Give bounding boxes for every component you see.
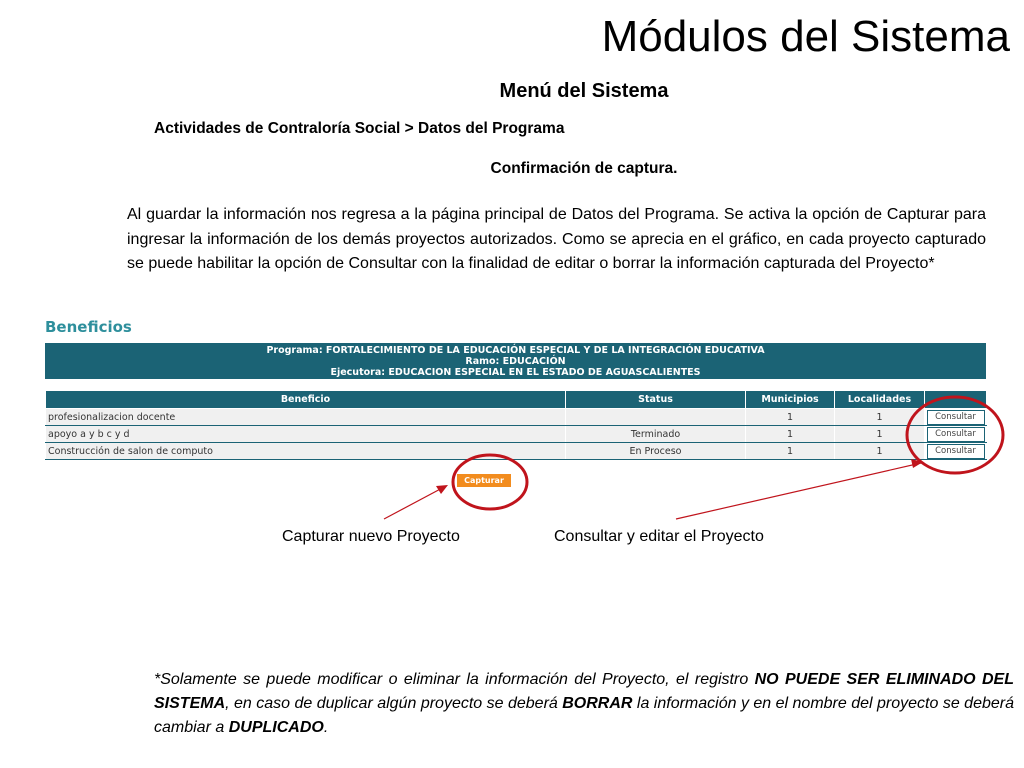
section-title-beneficios: Beneficios: [45, 318, 132, 336]
intro-paragraph: Al guardar la información nos regresa a la página principal de Datos del Programa. Se activa la opción de Capturar para ingresar la información de los demás proyectos autorizados. Como se aprecia en el gráfico, en cada proyecto capturado se puede habilitar la opción de Consultar con la finalidad de editar o borrar la información capturada del Proyecto*: [127, 206, 986, 272]
footnote-emphasis: DUPLICADO: [228, 719, 324, 736]
consult-button[interactable]: Consultar: [927, 444, 985, 459]
consult-button[interactable]: Consultar: [927, 410, 985, 425]
cell-municipios: 1: [746, 409, 835, 426]
footnote: [154, 668, 1014, 740]
footnote-emphasis: NO PUEDE SER ELIMINADO DEL SISTEMA: [154, 671, 1014, 712]
cell-action: [925, 409, 987, 426]
slide-title: Módulos del Sistema: [601, 12, 1010, 61]
cell-action: [925, 443, 987, 460]
program-line: Programa: FORTALECIMIENTO DE LA EDUCACIÓN ESPECIAL Y DE LA INTEGRACIÓN EDUCATIVA: [266, 345, 765, 356]
consult-button[interactable]: Consultar: [927, 427, 985, 442]
ejecutora-line: Ejecutora: EDUCACION ESPECIAL EN EL ESTADO DE AGUASCALIENTES: [330, 367, 701, 378]
cell-beneficio: Construcción de salon de computo: [46, 443, 566, 460]
program-header: [45, 343, 986, 379]
cell-action: [925, 426, 987, 443]
consult-arrow-head: [911, 459, 923, 468]
footnote-text: .: [323, 719, 329, 736]
table-header-row: [46, 391, 987, 409]
footnote-text: , en caso de duplicar algún proyecto se deberá: [225, 695, 563, 712]
table-row: [46, 426, 987, 443]
column-header-status: Status: [566, 391, 746, 409]
column-header-municipios: Municipios: [746, 391, 835, 409]
footnote-text: *Solamente se puede modificar o eliminar la información del Proyecto, el registro: [154, 671, 755, 688]
cell-status: En Proceso: [566, 443, 746, 460]
breadcrumb: Actividades de Contraloría Social > Datos del Programa: [154, 120, 565, 137]
consult-arrow-line: [676, 463, 921, 519]
column-header-localidades: Localidades: [835, 391, 925, 409]
capture-arrow-head: [436, 485, 448, 494]
cell-status: Terminado: [566, 426, 746, 443]
column-header-beneficio: Beneficio: [46, 391, 566, 409]
capture-arrow-line: [384, 486, 446, 519]
cell-municipios: 1: [746, 426, 835, 443]
capture-caption: Capturar nuevo Proyecto: [282, 528, 460, 545]
cell-municipios: 1: [746, 443, 835, 460]
consult-caption: Consultar y editar el Proyecto: [554, 528, 764, 545]
footnote-emphasis: BORRAR: [562, 695, 633, 712]
table-row: [46, 409, 987, 426]
cell-status: [566, 409, 746, 426]
capture-button[interactable]: Capturar: [457, 474, 511, 487]
table-row: [46, 443, 987, 460]
footnote-text: la información y en el nombre del proyecto se deberá cambiar a: [154, 695, 1014, 736]
cell-beneficio: profesionalizacion docente: [46, 409, 566, 426]
menu-title: Menú del Sistema: [499, 80, 669, 102]
benefits-table: [45, 390, 987, 460]
cell-beneficio: apoyo a y b c y d: [46, 426, 566, 443]
column-header-actions: [925, 391, 987, 409]
confirmation-title: Confirmación de captura.: [490, 160, 678, 177]
cell-localidades: 1: [835, 443, 925, 460]
cell-localidades: 1: [835, 426, 925, 443]
cell-localidades: 1: [835, 409, 925, 426]
ramo-line: Ramo: EDUCACIÓN: [465, 356, 566, 367]
